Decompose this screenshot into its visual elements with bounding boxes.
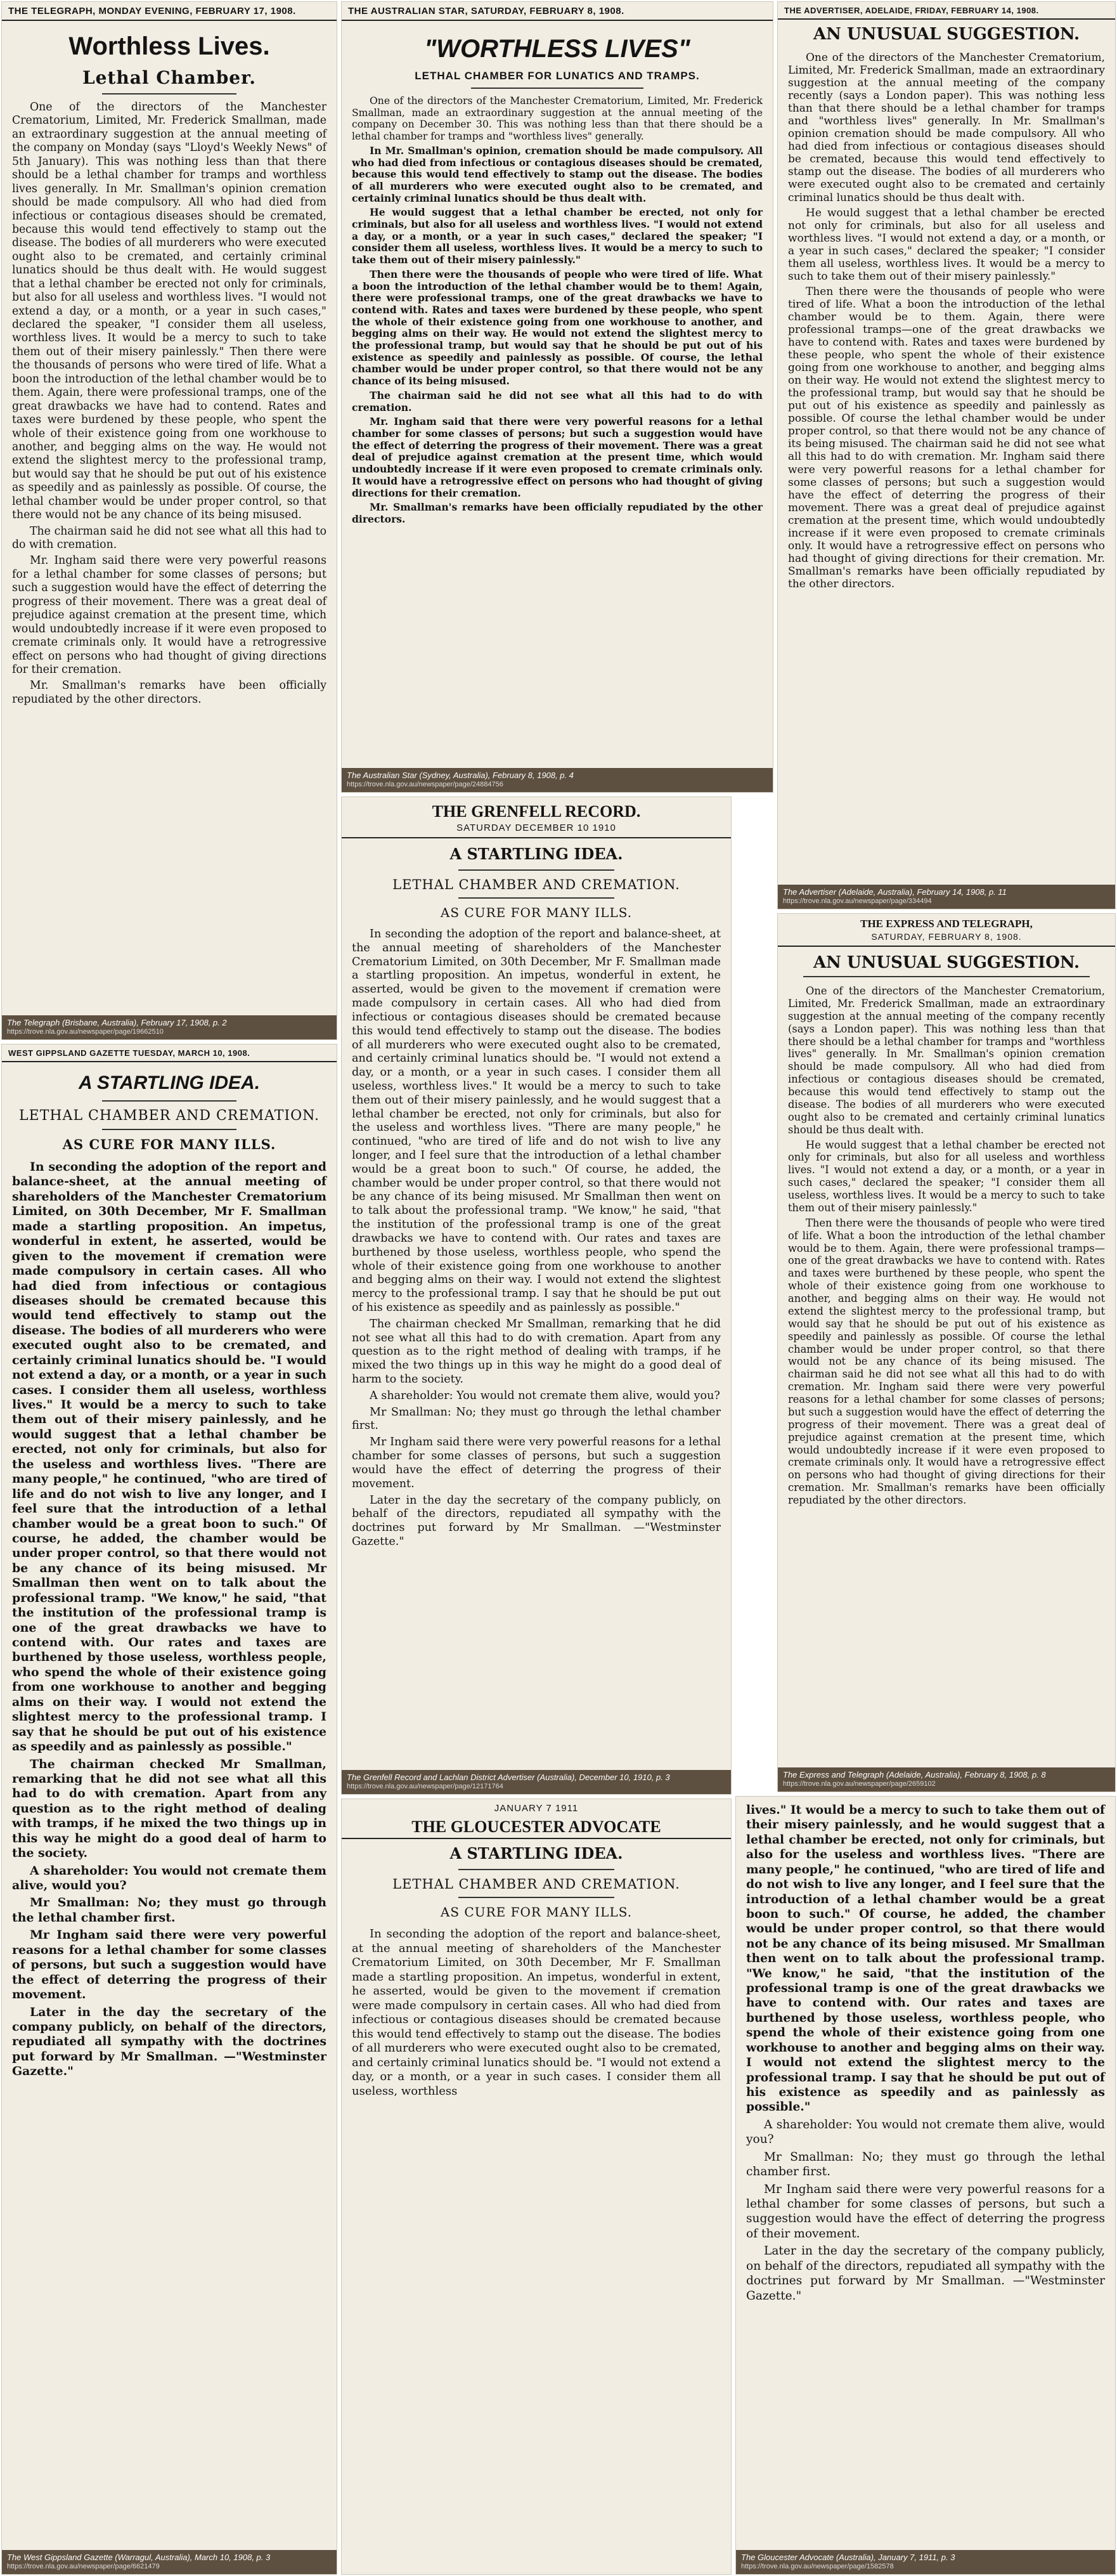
newspaper-masthead: THE GLOUCESTER ADVOCATE xyxy=(342,1818,731,1839)
caption-text: The Advertiser (Adelaide, Australia), February 14, 1908, p. 11 xyxy=(783,887,1007,897)
article-body xyxy=(778,51,1115,590)
paragraph: In Mr. Smallman's opinion, cremation should be made compulsory. All who had died from infectious or contagious diseases should be cremated, because this would tend effectively to stamp out the disease. The bodies of all murderers who were executed ought also to be cremated, and certainly criminal lunatics should be thus dealt with. xyxy=(352,144,763,204)
article-title: AN UNUSUAL SUGGESTION. xyxy=(813,25,1080,44)
article-title: "WORTHLESS LIVES" xyxy=(424,35,690,63)
article-subtitle: Lethal Chamber. xyxy=(82,67,257,88)
divider xyxy=(458,1897,614,1898)
paragraph: He would suggest that a lethal chamber be erected, not only for criminals, but also for all useless and worthless lives. "I would not extend a day, or a month, or a year in such cases," declared the speaker; "I consider them all useless, worthless lives. It would be a mercy to such to take them out of their misery painlessly." xyxy=(352,206,763,266)
article-subtitle: LETHAL CHAMBER AND CREMATION. xyxy=(392,877,680,892)
paragraph: Mr Ingham said there were very powerful reasons for a lethal chamber for some classes of persons, but such a suggestion would have the effect of deterring the progress of their movement. xyxy=(746,2182,1105,2241)
paragraph: The chairman checked Mr Smallman, remarking that he did not see what all this had to do with cremation. Apart from any question as to the right method of dealing with tramps, if he mixed the two things up in this way he might do a good deal of harm to the society. xyxy=(352,1317,721,1386)
source-caption xyxy=(778,1767,1115,1792)
clipping-telegraph xyxy=(1,1,337,1040)
issue-date: JANUARY 7 1911 xyxy=(494,1803,579,1814)
article-subtitle: LETHAL CHAMBER FOR LUNATICS AND TRAMPS. xyxy=(415,70,700,82)
paragraph: He would suggest that a lethal chamber be erected not only for criminals, but also for all useless and worthless lives. "I would not extend a day, or a month, or a year in such cases," declared the speaker; "I consider them all useless, worthless lives. It would be a mercy to such to take them out of their misery painlessly." xyxy=(788,1138,1105,1214)
caption-text: The Gloucester Advocate (Australia), January 7, 1911, p. 3 xyxy=(741,2553,955,2562)
paragraph: In seconding the adoption of the report and balance-sheet, at the annual meeting of shareholders of the Manchester Crematorium Limited, on 30th December, Mr F. Smallman made a startling proposition. An impetus, wonderful in extent, he asserted, would be given to the movement if cremation were made compulsory in certain cases. All who had died from infectious or contagious diseases should be cremated because this would tend effectively to stamp out the disease. The bodies of all murderers who were executed ought also to be cremated, and certainly criminal lunatics should be. "I would not extend a day, or a month, or a year in such cases. I consider them all useless, worthless lives." It would be a mercy to such to take them out of their misery painlessly, and he would suggest that a lethal chamber be erected, not only for criminals, but also for the useless and worthless lives. "There are many people," he continued, "who are tired of life and do not wish to live any longer, and I feel sure that the introduction of a lethal chamber would be a great boon to such." Of course, he added, the chamber would be under proper control, so that there would not be any chance of its being misused. Mr Smallman then went on to talk about the professional tramp. "We know," he said, "that the institution of the professional tramp is one of the great drawbacks we have to contend with. Our rates and taxes are burthened by those useless, worthless people, who spend the whole of their existence going from one workhouse to another and begging alms on their way. I would not extend the slightest mercy to the professional tramp. I say that he should be put out of his existence as speedily and as painlessly as possible." xyxy=(352,928,721,1314)
newspaper-header: THE AUSTRALIAN STAR, SATURDAY, FEBRUARY 8, 1908. xyxy=(342,2,773,21)
divider xyxy=(458,897,614,899)
paragraph: Later in the day the secretary of the company publicly, on behalf of the directors, repudiated all sympathy with the doctrines put forward by Mr Smallman. —"Westminster Gazette." xyxy=(746,2244,1105,2303)
divider xyxy=(458,1869,614,1870)
paragraph: Later in the day the secretary of the company publicly, on behalf of the directors, repudiated all sympathy with the doctrines put forward by Mr Smallman. —"Westminster Gazette." xyxy=(12,2005,326,2079)
clipping-grenfell-record xyxy=(341,797,732,1795)
clipping-express-and-telegraph xyxy=(777,913,1116,1792)
paragraph: A shareholder: You would not cremate them alive, would you? xyxy=(12,1863,326,1892)
newspaper-header: THE TELEGRAPH, MONDAY EVENING, FEBRUARY 17, 1908. xyxy=(2,2,337,21)
source-caption xyxy=(736,2550,1115,2574)
clipping-advertiser xyxy=(777,1,1116,909)
article-body xyxy=(778,985,1115,1507)
divider xyxy=(102,1129,236,1130)
article-subheading: AS CURE FOR MANY ILLS. xyxy=(440,1904,633,1920)
article-body xyxy=(342,95,773,526)
article-body xyxy=(736,1797,1115,2303)
article-subtitle: LETHAL CHAMBER AND CREMATION. xyxy=(19,1108,320,1124)
source-caption xyxy=(342,768,773,792)
article-title: A STARTLING IDEA. xyxy=(78,1072,261,1093)
article-title: AN UNUSUAL SUGGESTION. xyxy=(803,953,1090,977)
article-body xyxy=(2,1160,337,2079)
newspaper-masthead: THE EXPRESS AND TELEGRAPH, xyxy=(860,918,1033,930)
clipping-gloucester-advocate-part-1 xyxy=(341,1799,732,2575)
paragraph: Mr Smallman: No; they must go through the lethal chamber first. xyxy=(352,1405,721,1433)
caption-text: The West Gippsland Gazette (Warragul, Australia), March 10, 1908, p. 3 xyxy=(7,2553,271,2562)
article-subheading: AS CURE FOR MANY ILLS. xyxy=(62,1136,276,1152)
paragraph: In seconding the adoption of the report and balance-sheet, at the annual meeting of shareholders of the Manchester Crematorium Limited, on 30th December, Mr F. Smallman made a startling proposition. An impetus, wonderful in extent, he asserted, would be given to the movement if cremation were made compulsory in certain cases. All who had died from infectious or contagious diseases should be cremated because this would tend effectively to stamp out the disease. The bodies of all murderers who were executed ought also to be cremated, and certainly criminal lunatics should be. "I would not extend a day, or a month, or a year in such cases. I consider them all useless, worthless xyxy=(352,1927,721,2098)
article-title: A STARTLING IDEA. xyxy=(449,845,623,863)
caption-text: The Telegraph (Brisbane, Australia), February 17, 1908, p. 2 xyxy=(7,1018,227,1027)
paragraph: Later in the day the secretary of the company publicly, on behalf of the directors, repudiated all sympathy with the doctrines put forward by Mr Smallman. —"Westminster Gazette." xyxy=(352,1493,721,1548)
paragraph: He would suggest that a lethal chamber be erected not only for criminals, but also for all useless and worthless lives. "I would not extend a day, or a month, or a year in such cases," declared the speaker; "I consider them all useless, worthless lives. It would be a mercy to such to take them out of their misery painlessly." xyxy=(788,206,1105,283)
article-body xyxy=(2,101,337,706)
paragraph: Mr Smallman: No; they must go through the lethal chamber first. xyxy=(746,2150,1105,2179)
paragraph: Mr. Smallman's remarks have been officially repudiated by the other directors. xyxy=(352,501,763,525)
source-link[interactable]: https://trove.nla.gov.au/newspaper/page/1582578 xyxy=(741,2563,894,2571)
clipping-west-gippsland-gazette xyxy=(1,1044,337,2575)
source-caption xyxy=(2,2550,337,2574)
paragraph: In seconding the adoption of the report and balance-sheet, at the annual meeting of shareholders of the Manchester Crematorium Limited, on 30th December, Mr F. Smallman made a startling proposition. An impetus, wonderful in extent, he asserted, would be given to the movement if cremation were made compulsory in certain cases. All who had died from infectious or contagious diseases should be cremated because this would tend effectively to stamp out the disease. The bodies of all murderers who were executed ought also to be cremated, and certainly criminal lunatics should be. "I would not extend a day, or a month, or a year in such cases. I consider them all useless, worthless lives." It would be a mercy to such to take them out of their misery painlessly, and he would suggest that a lethal chamber be erected, not only for criminals, but also for the useless and worthless lives. "There are many people," he continued, "who are tired of life and do not wish to live any longer, and I feel sure that the introduction of a lethal chamber would be a great boon to such." Of course, he added, the chamber would be under proper control, so that there would not be any chance of its being misused. Mr Smallman then went on to talk about the professional tramp. "We know," he said, "that the institution of the professional tramp is one of the great drawbacks we have to contend with. Our rates and taxes are burthened by those useless, worthless people, who spend the whole of their existence going from one workhouse to another and begging alms on their way. I would not extend the slightest mercy to the professional tramp. I say that he should be put out of his existence as speedily and as painlessly as possible." xyxy=(12,1160,326,1754)
newspaper-header: THE ADVERTISER, ADELAIDE, FRIDAY, FEBRUARY 14, 1908. xyxy=(778,2,1115,20)
paragraph: Mr Ingham said there were very powerful reasons for a lethal chamber for some classes of persons, but such a suggestion would have the effect of deterring the progress of their movement. xyxy=(12,1928,326,2002)
paragraph: Then there were the thousands of people who were tired of life. What a boon the introduction of the lethal chamber would be to them. Again, there were professional tramps—one of the great drawbacks we have to contend with. Rates and taxes were burthened by these people, who spent the whole of their existence going from one workhouse to another, and begging alms on their way. He would not extend the slightest mercy to the professional tramp, but would say that he should be put out of his existence as speedily and painlessly as possible. Of course the lethal chamber would be under proper control, so that there would not be any chance of its being misused. The chairman said he did not see what all this had to do with cremation. Mr. Ingham said there were very powerful reasons for a lethal chamber for some classes of persons; but such a suggestion would have the effect of deterring the progress of their movement. There was a great deal of prejudice against cremation at the present time, which would undoubtedly increase if it were even proposed to cremate criminals only. It would have a retrogressive effect on persons who had thought of giving directions for their cremation. Mr. Smallman's remarks have been officially repudiated by the other directors. xyxy=(788,1216,1105,1506)
paragraph: Then there were the thousands of people who were tired of life. What a boon the introduction of the lethal chamber would be to them! Again, there were professional tramps, one of the great drawbacks we have to contend with. Rates and taxes were burdened by these people, who spent the whole of their existence going from one workhouse to another, and begging alms on their way. He would not extend the slightest mercy to the professional tramp, but would say that he should be put out of his existence as speedily and painlessly as possible. Of course, the lethal chamber would be under proper control, so that there would not be any chance of its being misused. xyxy=(352,268,763,387)
source-caption xyxy=(778,885,1115,909)
paragraph: Mr. Ingham said there were very powerful reasons for a lethal chamber for some classes of persons; but such a suggestion would have the effect of deterring the progress of their movement. There was a great deal of prejudice against cremation at the present time, which would undoubtedly increase if it were even proposed to cremate criminals only. It would have a retrogressive effect on persons who had thought of giving directions for their cremation. xyxy=(12,554,326,676)
article-body xyxy=(342,1927,731,2098)
divider xyxy=(102,1100,236,1102)
source-link[interactable]: https://trove.nla.gov.au/newspaper/page/24884756 xyxy=(347,781,503,789)
article-subheading: AS CURE FOR MANY ILLS. xyxy=(440,905,633,920)
paragraph: A shareholder: You would not cremate them alive, would you? xyxy=(370,1389,720,1402)
issue-date: SATURDAY, FEBRUARY 8, 1908. xyxy=(778,932,1115,947)
divider xyxy=(102,93,236,94)
caption-text: The Grenfell Record and Lachlan District Advertiser (Australia), December 10, 1910, p. 3 xyxy=(347,1773,670,1782)
paragraph: One of the directors of the Manchester Crematorium, Limited, Mr. Frederick Smallman, made an extraordinary suggestion at the annual meeting of the company recently (says a London paper). This was nothing less than that there should be a lethal chamber for tramps and "worthless lives" generally. In Mr. Smallman's opinion cremation should be made compulsory. All who had died from infectious or contagious diseases should be cremated, because this would tend effectively to stamp out the disease. The bodies of all murderers who were executed ought also to be cremated and certainly criminal lunatics should be thus dealt with. xyxy=(788,985,1105,1136)
clipping-gloucester-advocate-part-2 xyxy=(735,1796,1116,2575)
paragraph: Then there were the thousands of people who were tired of life. What a boon the introduction of the lethal chamber would be to them. Again, there were professional tramps—one of the great drawbacks we have to contend with. Rates and taxes were burdened by these people, who spent the whole of their existence going from one workhouse to another, and begging alms on their way. He would not extend the slightest mercy to the professional tramp, but would say that he should be put out of his existence as speedily and painlessly as possible. Of course the lethal chamber would be under proper control, so that there would not be any chance of its being misused. The chairman said he did not see what all this had to do with cremation. Mr. Ingham said there were very powerful reasons for a lethal chamber for some classes of persons; but such a suggestion would have the effect of deterring the progress of their movement. There was a great deal of prejudice against cremation at the present time, which would undoubtedly increase if it were even proposed to cremate criminals only. It would have a retrogressive effect on persons who had thought of giving directions for their cremation. Mr. Smallman's remarks have been officially repudiated by the other directors. xyxy=(788,285,1105,590)
paragraph: One of the directors of the Manchester Crematorium, Limited, Mr. Frederick Smallman, made an extraordinary suggestion at the annual meeting of the company on Monday (says "Lloyd's Weekly News" of 5th January). This was nothing less than that there should be a lethal chamber for tramps and worthless lives generally. In Mr. Smallman's opinion cremation should be made compulsory. All who had died from infectious or contagious diseases should be cremated, because this would tend effectively to stamp out the disease. The bodies of all murderers who were executed ought also to be cremated, and certainly criminal lunatics should be thus dealt with. He would suggest that a lethal chamber be erected not only for criminals, but also for all useless and worthless lives. "I would not extend a day, or a month, or a year in such cases," declared the speaker, "I consider them all useless, worthless lives. It would be a mercy to such to take them out of their misery painlessly." Then there were the thousands of persons who were tired of life. What a boon the introduction of the lethal chamber would be to them. Again, there were professional tramps, one of the great drawbacks we have had to contend. Rates and taxes were burdened by these people, who spent the whole of their existence going from one workhouse to another, and begging alms on the way. He would not extend the slightest mercy to the professional tramp, but would say that he should be put out of his existence as speedily and as painlessly as possible. Of course, the lethal chamber would be under proper control, so that there would not be any chance of its being misused. xyxy=(12,101,326,522)
source-link[interactable]: https://trove.nla.gov.au/newspaper/page/12171764 xyxy=(347,1783,503,1791)
clipping-australian-star xyxy=(341,1,773,793)
divider xyxy=(458,869,614,871)
source-link[interactable]: https://trove.nla.gov.au/newspaper/page/2659102 xyxy=(783,1780,936,1788)
source-caption xyxy=(2,1015,337,1039)
newspaper-header: WEST GIPPSLAND GAZETTE TUESDAY, MARCH 10, 1908. xyxy=(2,1044,337,1062)
paragraph: One of the directors of the Manchester Crematorium, Limited, Mr. Frederick Smallman, made an extraordinary suggestion at the annual meeting of the company recently (says a London paper). This was nothing less than that there should be a lethal chamber for tramps and "worthless lives" generally. In Mr. Smallman's opinion cremation should be made compulsory. All who had died from infectious or contagious diseases should be cremated, because this would tend effectively to stamp out the disease. The bodies of all murderers who were executed ought also to be cremated and certainly criminal lunatics should be thus dealt with. xyxy=(788,51,1105,204)
article-subtitle: LETHAL CHAMBER AND CREMATION. xyxy=(392,1877,680,1892)
article-body xyxy=(342,928,731,1549)
caption-text: The Express and Telegraph (Adelaide, Australia), February 8, 1908, p. 8 xyxy=(783,1770,1046,1779)
newspaper-masthead: THE GRENFELL RECORD. xyxy=(432,802,641,821)
paragraph: One of the directors of the Manchester Crematorium, Limited, Mr. Frederick Smallman, made an extraordinary suggestion at the annual meeting of the company on December 30. This was nothing less than that there should be a lethal chamber for tramps and "worthless lives" generally. xyxy=(352,95,763,143)
issue-date: SATURDAY DECEMBER 10 1910 xyxy=(342,823,731,838)
paragraph: lives." It would be a mercy to such to take them out of their misery painlessly, and he would suggest that a lethal chamber be erected, not only for criminals, but also for the useless and worthless lives. "There are many people," he continued, "who are tired of life and do not wish to live any longer, and I feel sure that the introduction of a lethal chamber would be a great boon to such." Of course, he added, the chamber would be under proper control, so that there would not be any chance of its being misused. Mr Smallman then went on to talk about the professional tramp. "We know," he said, "that the institution of the professional tramp is one of the great drawbacks we have to contend with. Our rates and taxes are burthened by those useless, worthless people, who spend the whole of their existence going from one workhouse to another and begging alms on their way. I would not extend the slightest mercy to the professional tramp. I say that he should be put out of his existence as speedily and as painlessly as possible." xyxy=(746,1804,1105,2114)
caption-text: The Australian Star (Sydney, Australia), February 8, 1908, p. 4 xyxy=(347,771,574,780)
source-link[interactable]: https://trove.nla.gov.au/newspaper/page/6621479 xyxy=(7,2563,160,2571)
paragraph: Mr. Smallman's remarks have been officially repudiated by the other directors. xyxy=(12,679,326,706)
source-link[interactable]: https://trove.nla.gov.au/newspaper/page/19662510 xyxy=(7,1028,164,1036)
divider xyxy=(471,88,643,89)
paragraph: Mr Ingham said there were very powerful reasons for a lethal chamber for some classes of persons, but such a suggestion would have the effect of deterring the progress of their movement. xyxy=(352,1436,721,1490)
source-caption xyxy=(342,1770,731,1794)
source-link[interactable]: https://trove.nla.gov.au/newspaper/page/334494 xyxy=(783,897,932,906)
paragraph: The chairman checked Mr Smallman, remarking that he did not see what all this had to do with cremation. Apart from any question as to the right method of dealing with tramps, if he mixed the two things up in this way he might do a good deal of harm to the society. xyxy=(12,1757,326,1861)
paragraph: The chairman said he did not see what all this had to do with cremation. xyxy=(352,389,763,413)
paragraph: Mr. Ingham said that there were very powerful reasons for a lethal chamber for some classes of persons; but such a suggestion would have the effect of deterring the progress of their movement. There was a great deal of prejudice against cremation at the present time, which would undoubtedly increase if it were even proposed to cremate criminals only. It would have a retrogressive effect on persons who had thought of giving directions for their cremation. xyxy=(352,415,763,499)
article-title: Worthless Lives. xyxy=(68,32,270,60)
paragraph: Mr Smallman: No; they must go through the lethal chamber first. xyxy=(12,1896,326,1925)
article-title: A STARTLING IDEA. xyxy=(449,1844,623,1863)
paragraph: The chairman said he did not see what all this had to do with cremation. xyxy=(12,524,326,551)
paragraph: A shareholder: You would not cremate them alive, would you? xyxy=(746,2117,1105,2147)
